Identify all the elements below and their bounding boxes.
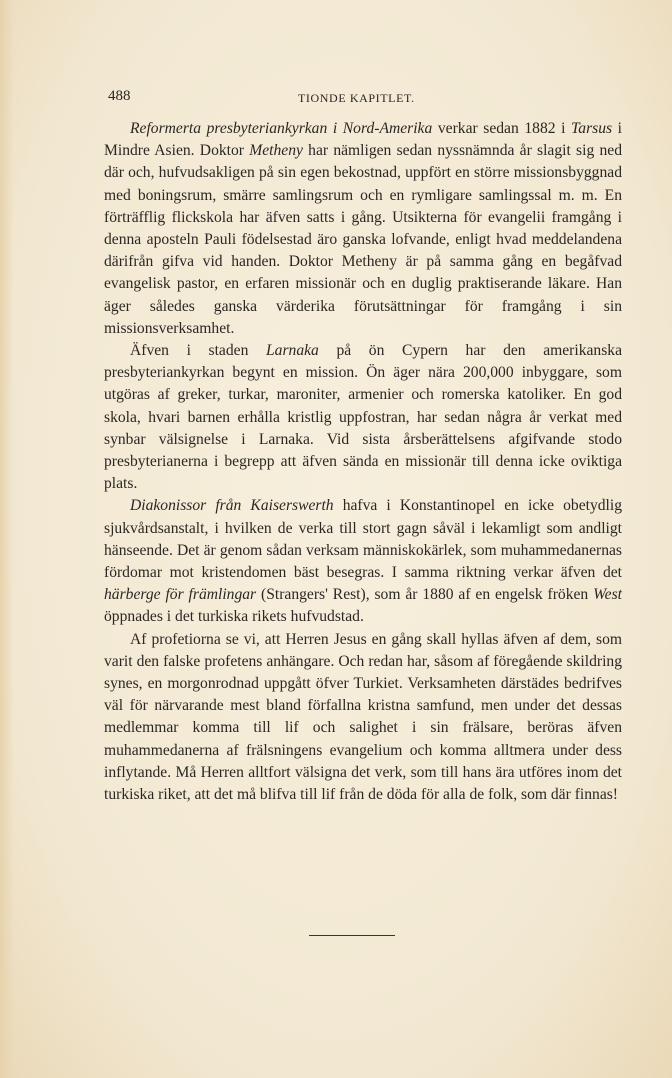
running-head: TIONDE KAPITLET. [298,91,415,105]
italic-term: Metheny [249,142,303,160]
text-run: hafva i Konstantinopel en icke obetydlig sjukvårdsanstalt, i hvilken de verka till stort gagn såväl i lekamligt som andligt hänseende. Det är genom sådan verksam människokärlek, som muhammedanernas fördomar mot kristendomen bäst besegras. I samma riktning verkar äfven det [104,497,622,582]
text-run: har nämligen sedan nyssnämnda år slagit sig ned där och, hufvudsakligen på sin egen bekostnad, uppfört en större missionsbyggnad med boningsrum, smärre samlingsrum och en rymligare samlingssal m. m. En förträfflig flickskola har äfven satts i gång. Utsikterna för evangelii framgång i denna aposteln Pauli födelsestad äro ganska lofvande, enligt hvad meddelandena därifrån gifva vid handen. Doktor Metheny är på samma gång en begåfvad evangelisk pastor, en erfaren missionär och en duglig praktiserande läkare. Han äger således ganska värderika förutsättningar för framgång i sin missionsverksamhet. [104,142,622,337]
body-text [104,118,622,806]
italic-term: West [593,586,622,604]
page-number: 488 [108,88,131,104]
paragraph-4 [104,629,622,807]
text-run: i Mindre Asien. Doktor [104,120,623,160]
page-header [108,88,622,110]
text-run: Af profetiorna se vi, att Herren Jesus en gång skall hyllas äfven af dem, som varit den falske profetens anhängare. Och redan har, såsom af föregående skildring synes, en morgonrodnad uppgått öfver Turkiet. Verksamheten därstädes bedrifves väl för närvarande mest bland förfallna kristna samfund, men under det dessas medlemmar komma till lif och salighet i sin frälsare, beröras äfven muhammedanerna af frälsningens evangelium och komma alltmera under dess inflytande. Må Herren alltfort välsigna det verk, som till hans ära utföres inom det turkiska riket, att det må blifva till lif från de döda för alla de folk, som där finnas! [104,630,622,804]
italic-term: Diakonissor från Kaiserswerth [130,497,334,515]
text-run: öppnades i det turkiska rikets hufvudstad. [104,608,364,626]
text-run: på ön Cypern har den amerikanska presbyteriankyrkan begynt en mission. Ön äger nära 200,000 inbyggare, som utgöras af greker, turkar, maroniter, armenier och romerska katoliker. En god skola, hvari barnen erhålla kristlig uppfostran, har sedan några år verkat med synbar välsignelse i Larnaka. Vid sista årsberättelsens afgifvande stodo presbyterianerna i begrepp att äfven sända en missionär till denna icke oviktiga plats. [104,342,622,493]
italic-term: Tarsus [571,120,613,137]
italic-term: härberge för främlingar [104,586,257,604]
text-run: Äfven i staden [130,342,266,360]
italic-term: Larnaka [266,342,319,360]
italic-term: Reformerta presbyteriankyrkan i Nord-Amerika [130,120,433,137]
paragraph-3 [104,495,622,628]
paragraph-1 [104,118,622,340]
text-run: verkar sedan 1882 i [432,120,572,137]
text-run: (Strangers' Rest), som år 1880 af en engelsk fröken [256,586,594,604]
end-rule [309,935,395,936]
paragraph-2 [104,340,622,495]
